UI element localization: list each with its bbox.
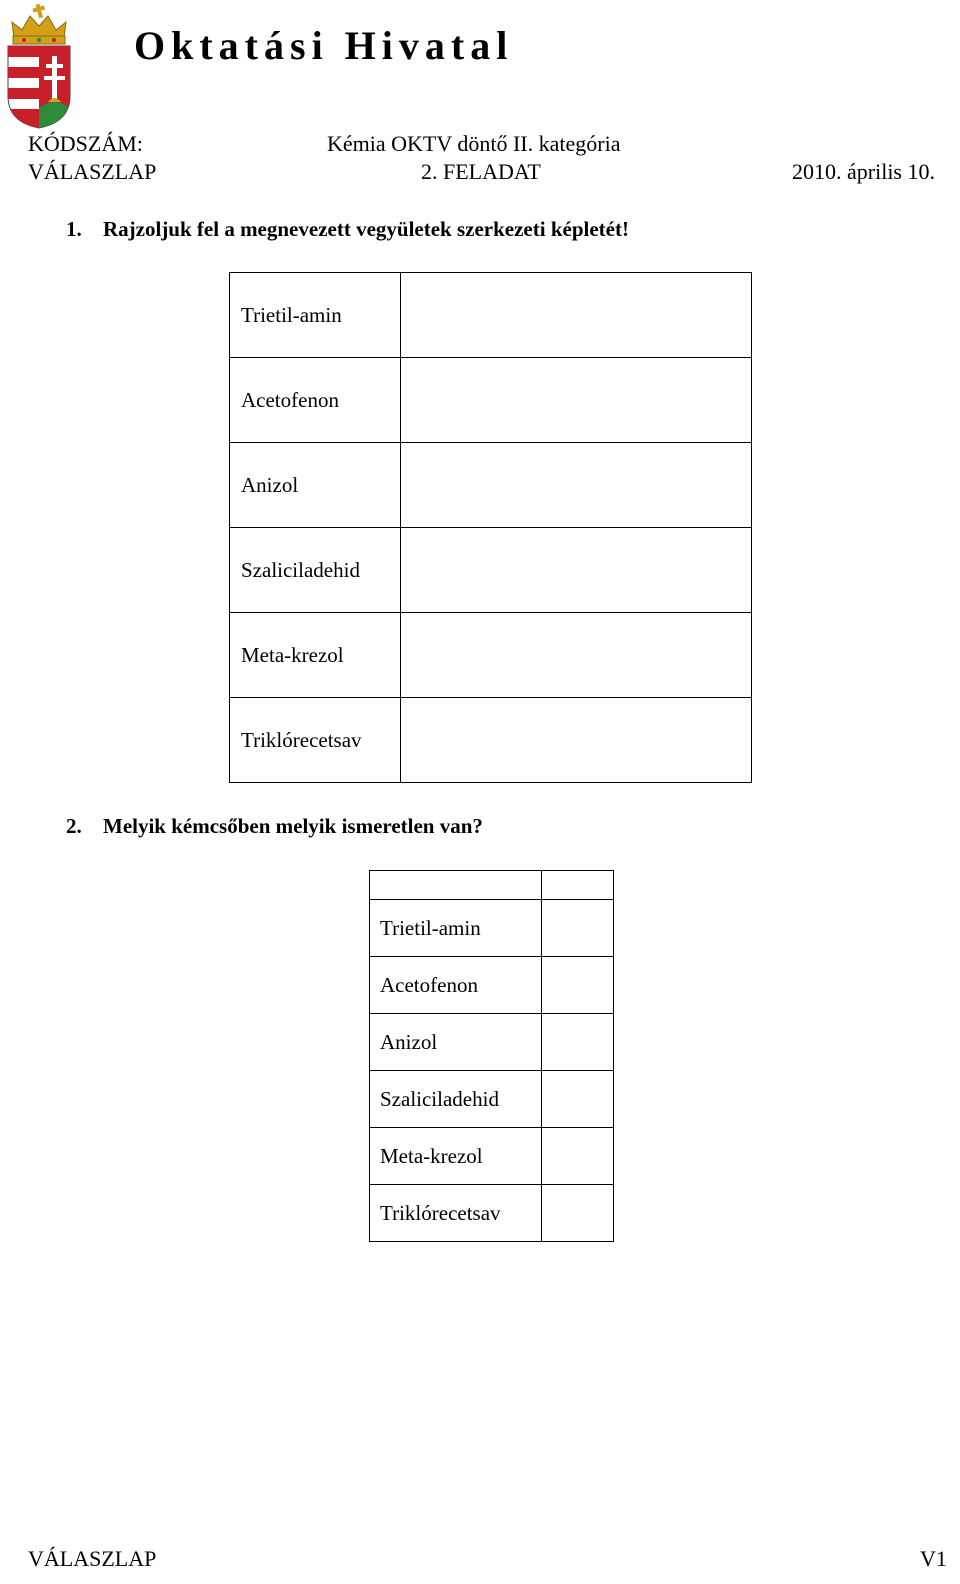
compound-label: Meta-krezol bbox=[230, 613, 401, 698]
table-row bbox=[370, 957, 614, 1014]
question-1-text: Rajzoljuk fel a megnevezett vegyületek szerkezeti képletét! bbox=[103, 217, 629, 241]
date: 2010. április 10. bbox=[792, 159, 935, 184]
answer-cell[interactable] bbox=[401, 528, 752, 613]
answer-cell[interactable] bbox=[401, 358, 752, 443]
question-1-number: 1. bbox=[66, 217, 82, 241]
compound-label: Trietil-amin bbox=[370, 900, 542, 957]
answer-cell[interactable] bbox=[401, 698, 752, 783]
answer-cell[interactable] bbox=[542, 1071, 614, 1128]
table-row bbox=[230, 443, 752, 528]
footer-version: V1 bbox=[920, 1546, 947, 1571]
answer-cell[interactable] bbox=[542, 1185, 614, 1242]
compound-label: Anizol bbox=[230, 443, 401, 528]
compound-label: Szaliciladehid bbox=[230, 528, 401, 613]
table-row bbox=[370, 1185, 614, 1242]
question-2-number: 2. bbox=[66, 814, 82, 838]
code-label: KÓDSZÁM: bbox=[28, 131, 143, 156]
header-cell bbox=[542, 871, 614, 900]
answer-cell[interactable] bbox=[542, 900, 614, 957]
task-label: 2. FELADAT bbox=[421, 159, 541, 184]
header-cell bbox=[370, 871, 542, 900]
answer-sheet-label: VÁLASZLAP bbox=[28, 159, 157, 184]
coat-of-arms-icon bbox=[4, 4, 74, 130]
answer-cell[interactable] bbox=[542, 1128, 614, 1185]
answer-cell[interactable] bbox=[401, 443, 752, 528]
organization-title: Oktatási Hivatal bbox=[134, 23, 514, 68]
table-row bbox=[230, 613, 752, 698]
compound-label: Acetofenon bbox=[370, 957, 542, 1014]
compound-label: Triklórecetsav bbox=[230, 698, 401, 783]
table-row bbox=[370, 1128, 614, 1185]
test-tube-table bbox=[369, 870, 614, 1242]
table-row bbox=[230, 698, 752, 783]
compound-label: Trietil-amin bbox=[230, 273, 401, 358]
compound-label: Acetofenon bbox=[230, 358, 401, 443]
table-row bbox=[230, 273, 752, 358]
table-row bbox=[230, 528, 752, 613]
answer-cell[interactable] bbox=[542, 957, 614, 1014]
table-row bbox=[370, 1071, 614, 1128]
table-header-row bbox=[370, 871, 614, 900]
compound-label: Anizol bbox=[370, 1014, 542, 1071]
compound-label: Szaliciladehid bbox=[370, 1071, 542, 1128]
compound-label: Triklórecetsav bbox=[370, 1185, 542, 1242]
footer-sheet-label: VÁLASZLAP bbox=[28, 1546, 157, 1571]
compound-label: Meta-krezol bbox=[370, 1128, 542, 1185]
answer-cell[interactable] bbox=[401, 273, 752, 358]
table-row bbox=[230, 358, 752, 443]
answer-cell[interactable] bbox=[542, 1014, 614, 1071]
answer-cell[interactable] bbox=[401, 613, 752, 698]
table-row bbox=[370, 900, 614, 957]
competition-name: Kémia OKTV döntő II. kategória bbox=[327, 131, 621, 156]
table-row bbox=[370, 1014, 614, 1071]
question-2-text: Melyik kémcsőben melyik ismeretlen van? bbox=[103, 814, 483, 838]
structure-table bbox=[229, 272, 752, 783]
